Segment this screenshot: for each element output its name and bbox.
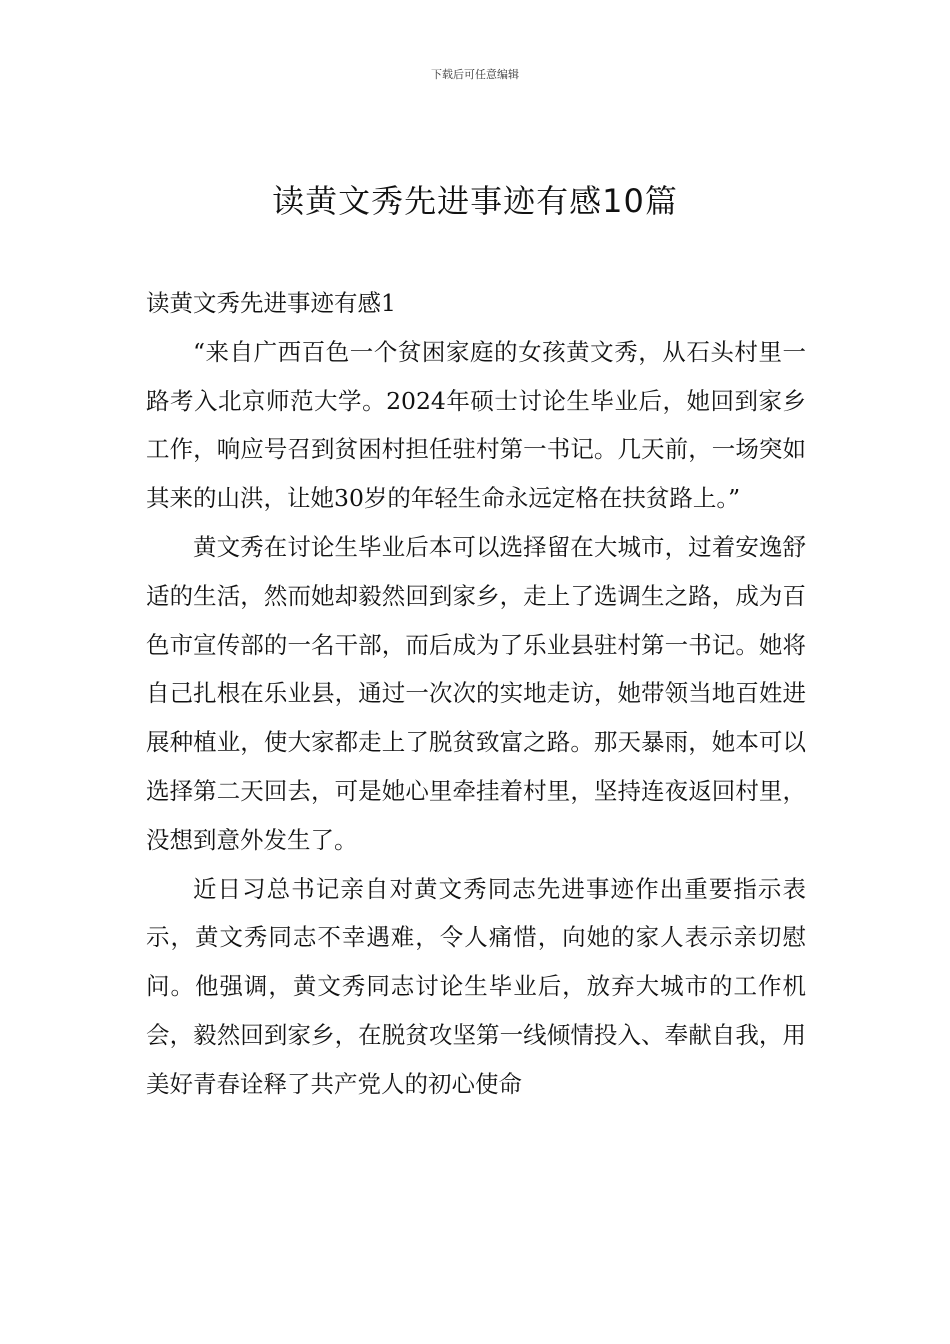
paragraph-2: 黄文秀在讨论生毕业后本可以选择留在大城市，过着安逸舒适的生活，然而她却毅然回到家乡，走上了选调生之路，成为百色市宣传部的一名干部，而后成为了乐业县驻村第一书记。她将自己扎根在乐业县，通过一次次的实地走访，她带领当地百姓进展种植业，使大家都走上了脱贫致富之路。那天暴雨，她本可以选择第二天回去，可是她心里牵挂着村里，坚持连夜返回村里，没想到意外发生了。 [146, 532, 806, 854]
header-note: 下载后可任意编辑 [431, 68, 519, 81]
section-heading: 读黄文秀先进事迹有感1 [146, 289, 396, 317]
paragraph-3: 近日习总书记亲自对黄文秀同志先进事迹作出重要指示表示，黄文秀同志不幸遇难，令人痛惜，向她的家人表示亲切慰问。他强调，黄文秀同志讨论生毕业后，放弃大城市的工作机会，毅然回到家乡，在脱贫攻坚第一线倾情投入、奉献自我，用美好青春诠释了共产党人的初心使命 [146, 874, 806, 1098]
document-title: 读黄文秀先进事迹有感10篇 [272, 182, 678, 220]
paragraph-1: “来自广西百色一个贫困家庭的女孩黄文秀，从石头村里一路考入北京师范大学。2024年硕士讨论生毕业后，她回到家乡工作，响应号召到贫困村担任驻村第一书记。几天前，一场突如其来的山洪，让她30岁的年轻生命永远定格在扶贫路上。” [146, 337, 806, 513]
document-body [146, 279, 806, 1109]
